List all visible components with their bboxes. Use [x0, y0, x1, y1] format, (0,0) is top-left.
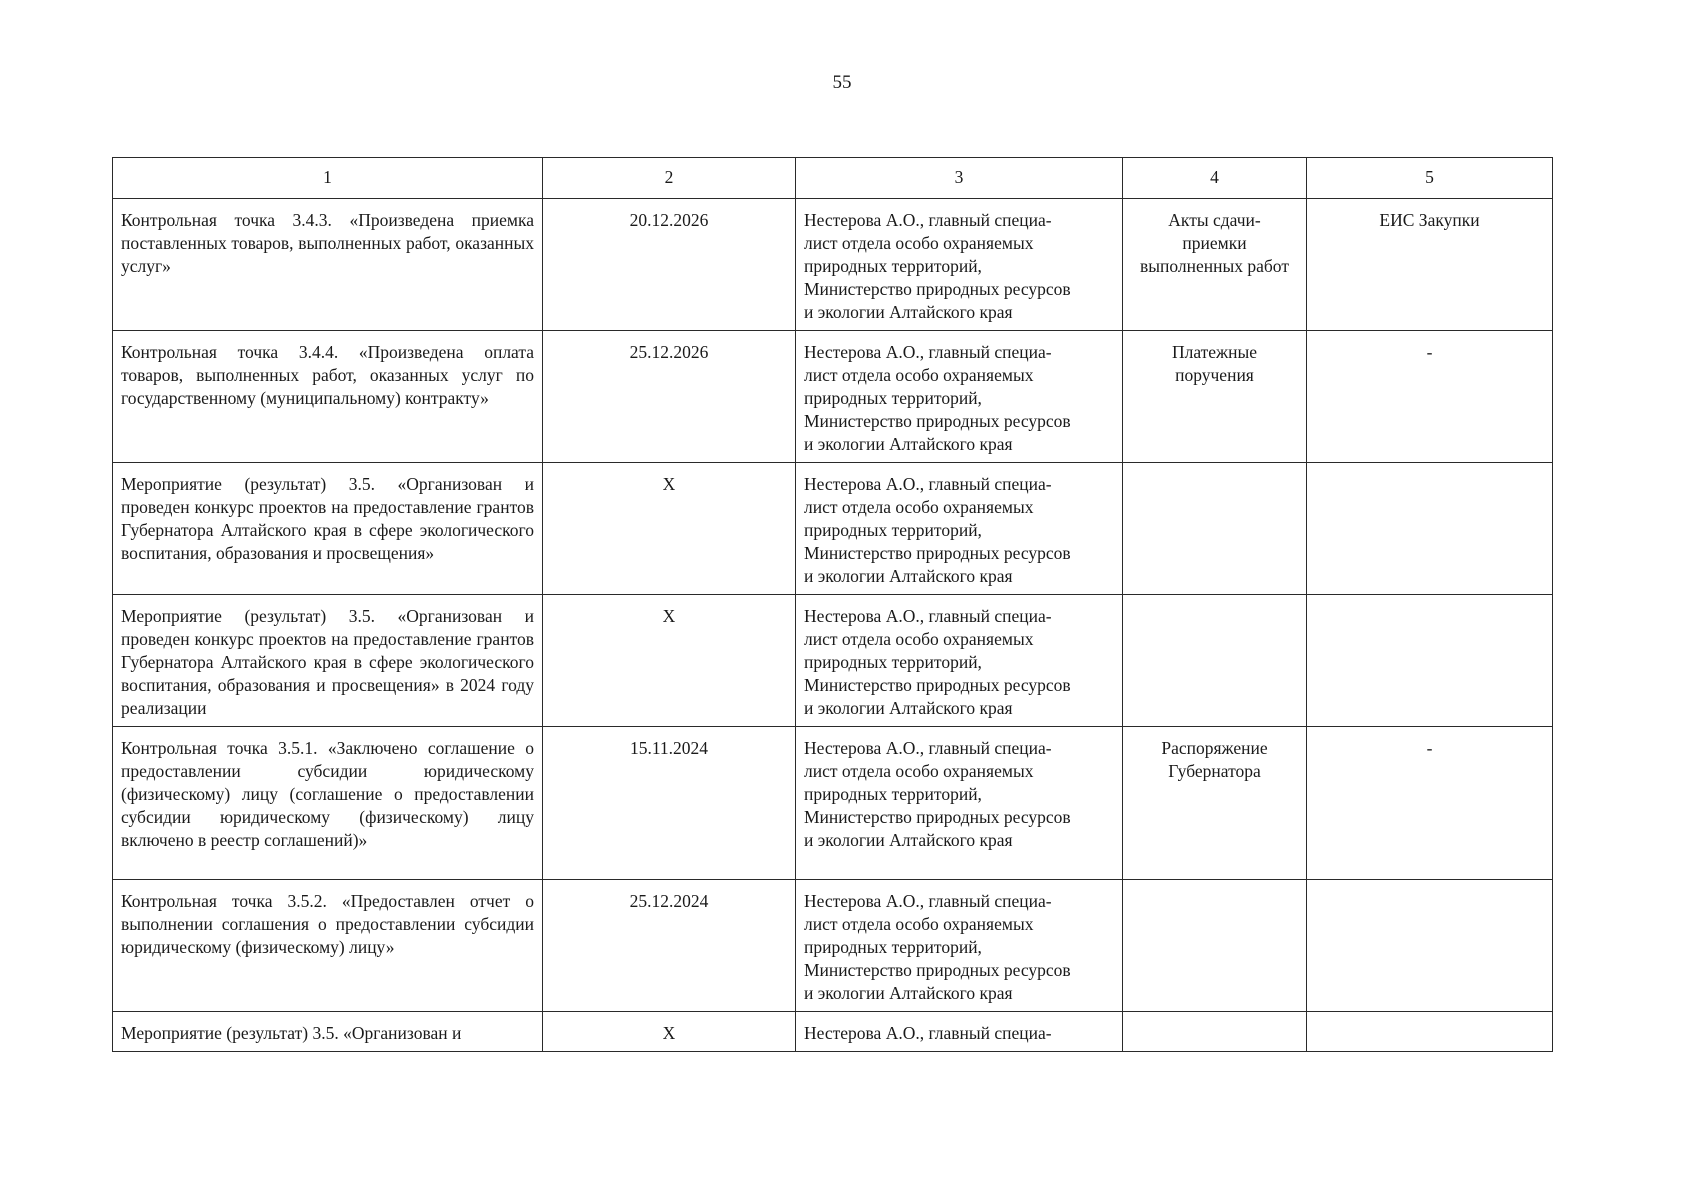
- cell-document: Акты сдачи- приемки выполненных работ: [1123, 199, 1307, 331]
- cell-date: Х: [543, 1012, 796, 1052]
- cell-system: -: [1307, 727, 1553, 880]
- table-row: [113, 1012, 1553, 1052]
- cell-document: [1123, 595, 1307, 727]
- table-row: [113, 199, 1553, 331]
- cell-system: [1307, 595, 1553, 727]
- cell-date: 25.12.2024: [543, 880, 796, 1012]
- cell-system: -: [1307, 331, 1553, 463]
- cell-description: Контрольная точка 3.4.4. «Произведена оплата товаров, выполненных работ, оказанных услуг по государственному (муниципальному) контракту»: [113, 331, 543, 463]
- cell-date: Х: [543, 463, 796, 595]
- cell-system: ЕИС Закупки: [1307, 199, 1553, 331]
- cell-document: [1123, 463, 1307, 595]
- cell-date: 25.12.2026: [543, 331, 796, 463]
- cell-document: [1123, 880, 1307, 1012]
- cell-responsible: Нестерова А.О., главный специа- лист отдела особо охраняемых природных территорий, Министерство природных ресурсов и экологии Алтайского края: [796, 880, 1123, 1012]
- cell-responsible: Нестерова А.О., главный специа- лист отдела особо охраняемых природных территорий, Министерство природных ресурсов и экологии Алтайского края: [796, 331, 1123, 463]
- table-row: [113, 331, 1553, 463]
- table-row: [113, 727, 1553, 880]
- cell-description: Контрольная точка 3.5.1. «Заключено соглашение о предоставлении субсидии юридическому (физическому) лицу (соглашение о предоставлении субсидии юридическому (физическому) лицу включено в реестр соглашений)»: [113, 727, 543, 880]
- cell-description: Контрольная точка 3.4.3. «Произведена приемка поставленных товаров, выполненных работ, оказанных услуг»: [113, 199, 543, 331]
- cell-description: Мероприятие (результат) 3.5. «Организован и проведен конкурс проектов на предоставление грантов Губернатора Алтайского края в сфере экологического воспитания, образования и просвещения»: [113, 463, 543, 595]
- column-header-3: 3: [796, 158, 1123, 199]
- cell-responsible: Нестерова А.О., главный специа-: [796, 1012, 1123, 1052]
- column-header-5: 5: [1307, 158, 1553, 199]
- cell-system: [1307, 880, 1553, 1012]
- cell-date: 20.12.2026: [543, 199, 796, 331]
- cell-responsible: Нестерова А.О., главный специа- лист отдела особо охраняемых природных территорий, Министерство природных ресурсов и экологии Алтайского края: [796, 595, 1123, 727]
- cell-description: Мероприятие (результат) 3.5. «Организован и проведен конкурс проектов на предоставление грантов Губернатора Алтайского края в сфере экологического воспитания, образования и просвещения» в 2024 году реализации: [113, 595, 543, 727]
- column-header-1: 1: [113, 158, 543, 199]
- page-number: 55: [832, 72, 852, 93]
- cell-document: [1123, 1012, 1307, 1052]
- cell-document: Платежные поручения: [1123, 331, 1307, 463]
- column-header-4: 4: [1123, 158, 1307, 199]
- cell-description: Контрольная точка 3.5.2. «Предоставлен отчет о выполнении соглашения о предоставлении субсидии юридическому (физическому) лицу»: [113, 880, 543, 1012]
- column-header-2: 2: [543, 158, 796, 199]
- cell-system: [1307, 1012, 1553, 1052]
- cell-description: Мероприятие (результат) 3.5. «Организован и: [113, 1012, 543, 1052]
- table-row: [113, 463, 1553, 595]
- cell-responsible: Нестерова А.О., главный специа- лист отдела особо охраняемых природных территорий, Министерство природных ресурсов и экологии Алтайского края: [796, 727, 1123, 880]
- cell-date: Х: [543, 595, 796, 727]
- table-header-row: [113, 158, 1553, 199]
- table-row: [113, 880, 1553, 1012]
- cell-date: 15.11.2024: [543, 727, 796, 880]
- cell-system: [1307, 463, 1553, 595]
- cell-responsible: Нестерова А.О., главный специа- лист отдела особо охраняемых природных территорий, Министерство природных ресурсов и экологии Алтайского края: [796, 463, 1123, 595]
- table-row: [113, 595, 1553, 727]
- cell-responsible: Нестерова А.О., главный специа- лист отдела особо охраняемых природных территорий, Министерство природных ресурсов и экологии Алтайского края: [796, 199, 1123, 331]
- document-table: [112, 157, 1553, 1052]
- cell-document: Распоряжение Губернатора: [1123, 727, 1307, 880]
